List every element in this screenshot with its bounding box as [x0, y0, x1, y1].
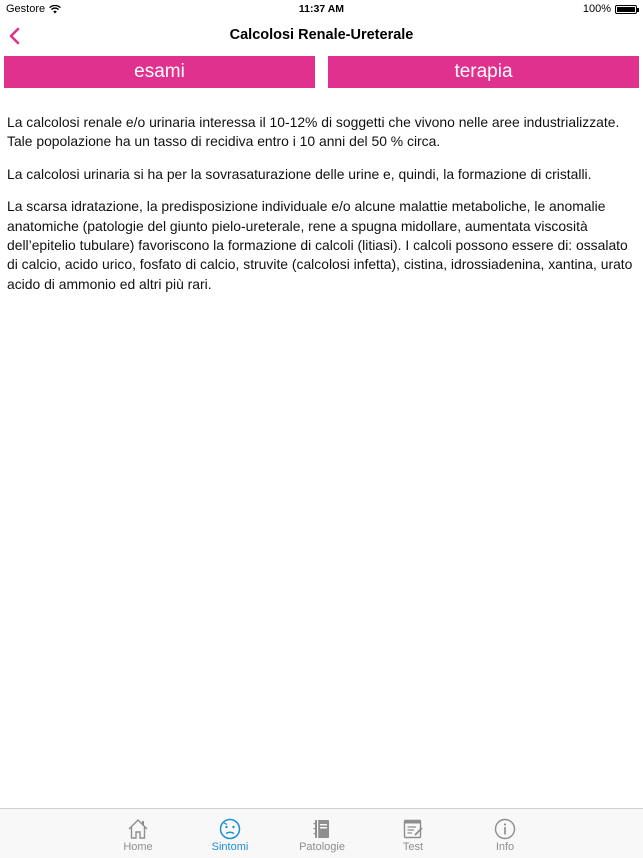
paragraph: La calcolosi renale e/o urinaria interessa il 10-12% di soggetti che vivono nelle aree industrializzate. Tale popolazione ha un tasso di recidiva entro i 10 anni del 50 % circa. — [7, 114, 620, 150]
page-title: Calcolosi Renale-Ureterale — [229, 27, 414, 43]
carrier-name: Gestore — [6, 3, 46, 15]
tab-home[interactable] — [108, 809, 168, 858]
paragraph: La calcolosi urinaria si ha per la sovrasaturazione delle urine e, quindi, la formazione di cristalli. — [7, 165, 592, 182]
paragraph: La scarsa idratazione, la predisposizione individuale e/o alcune malattie metaboliche, le anomalie anatomiche (patologie del giunto pielo-ureterale, rene a spugna midollare, aumentata viscosità dell’epitelio tubulare) favoriscono la formazione di calcoli (litiasi). I calcoli possono essere di: ossalato di calcio, acido urico, fosfato di calcio, struvite (calcolosi infetta), cistina, idrossiadenina, xantina, urato acido di ammonio ed altri più rari. — [7, 198, 633, 292]
status-time: 11:37 AM — [298, 3, 345, 15]
article-content — [7, 113, 637, 307]
battery-icon — [615, 5, 637, 14]
tab-test[interactable] — [383, 809, 443, 858]
navigation-bar — [0, 18, 643, 54]
esami-button[interactable]: esami — [4, 56, 315, 88]
tab-label: Test — [402, 841, 424, 853]
tab-sintomi[interactable] — [200, 809, 260, 858]
tab-label: Home — [123, 841, 153, 853]
book-icon — [310, 817, 334, 841]
home-icon — [126, 817, 150, 841]
face-icon — [218, 817, 242, 841]
tab-patologie[interactable] — [292, 809, 352, 858]
tab-label: Patologie — [299, 841, 345, 853]
tab-info[interactable] — [475, 809, 535, 858]
battery-group — [583, 3, 637, 15]
tab-bar — [0, 808, 643, 858]
info-icon — [493, 817, 517, 841]
tab-label: Sintomi — [211, 841, 249, 853]
battery-percent: 100% — [582, 3, 611, 15]
test-icon — [401, 817, 425, 841]
terapia-button[interactable]: terapia — [328, 56, 639, 88]
status-bar — [0, 0, 643, 18]
tab-label: Info — [495, 841, 515, 853]
